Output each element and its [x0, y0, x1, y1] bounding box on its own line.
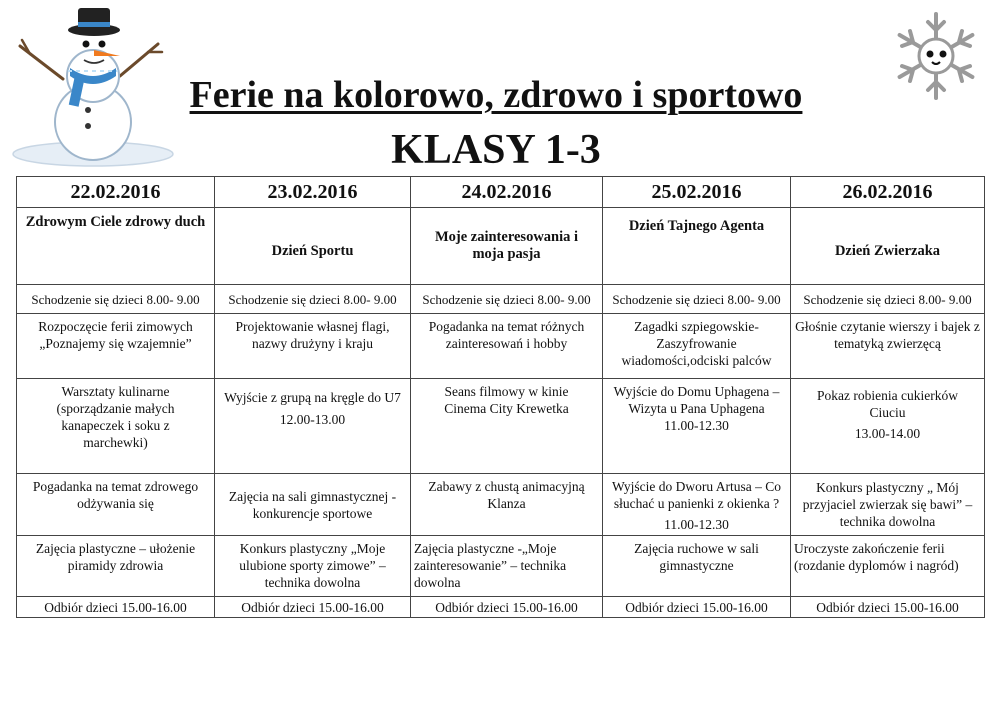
date-cell: 25.02.2016 [603, 177, 791, 208]
themes-row [17, 208, 985, 285]
activity-time: 12.00-13.00 [279, 412, 346, 427]
activity-cell: Zagadki szpiegowskie- Zaszyfrowanie wiadomości,odciski palców [603, 314, 791, 379]
theme-cell: Zdrowym Ciele zdrowy duch [17, 208, 215, 285]
activity-text: Wyjście z grupą na kręgle do U7 [224, 390, 401, 405]
theme-cell: Dzień Sportu [215, 208, 411, 285]
date-cell: 24.02.2016 [411, 177, 603, 208]
activity-time: 11.00-12.30 [664, 517, 729, 532]
activity-cell: Odbiór dzieci 15.00-16.00 [791, 597, 985, 618]
schedule-table [16, 176, 985, 618]
activity-cell: Głośnie czytanie wierszy i bajek z tematyką zwierzęcą [791, 314, 985, 379]
activity-cell: Pogadanka na temat zdrowego odżywania się [17, 474, 215, 536]
activity-cell [215, 379, 411, 474]
activity-cell [603, 379, 791, 474]
activity-cell: Uroczyste zakończenie ferii (rozdanie dyplomów i nagród) [791, 536, 985, 597]
activity-cell: Schodzenie się dzieci 8.00- 9.00 [17, 285, 215, 314]
theme-cell: Dzień Zwierzaka [791, 208, 985, 285]
activity-cell: Zajęcia na sali gimnastycznej - konkurencje sportowe [215, 474, 411, 536]
table-row [17, 474, 985, 536]
date-cell: 26.02.2016 [791, 177, 985, 208]
activity-cell [791, 379, 985, 474]
activity-cell: Zajęcia plastyczne -„Moje zainteresowanie” – technika dowolna [411, 536, 603, 597]
activity-cell [603, 474, 791, 536]
activity-text: Pokaz robienia cukierków Ciuciu [817, 388, 958, 420]
table-row [17, 379, 985, 474]
activity-cell: Zajęcia plastyczne – ułożenie piramidy zdrowia [17, 536, 215, 597]
theme-cell: Dzień Tajnego Agenta [603, 208, 791, 285]
activity-time: 11.00-12.30 [664, 418, 729, 433]
activity-cell: Schodzenie się dzieci 8.00- 9.00 [791, 285, 985, 314]
table-row [17, 597, 985, 618]
activity-cell: Odbiór dzieci 15.00-16.00 [603, 597, 791, 618]
activity-cell: Warsztaty kulinarne (sporządzanie małych kanapeczek i soku z marchewki) [17, 379, 215, 474]
page-subtitle: KLASY 1-3 [391, 127, 601, 173]
activity-cell: Projektowanie własnej flagi, nazwy drużyny i kraju [215, 314, 411, 379]
activity-cell: Zabawy z chustą animacyjną Klanza [411, 474, 603, 536]
activity-cell: Konkurs plastyczny „Moje ulubione sporty zimowe” – technika dowolna [215, 536, 411, 597]
activity-cell: Odbiór dzieci 15.00-16.00 [411, 597, 603, 618]
date-cell: 23.02.2016 [215, 177, 411, 208]
activity-cell: Schodzenie się dzieci 8.00- 9.00 [215, 285, 411, 314]
activity-cell: Pogadanka na temat różnych zainteresowań i hobby [411, 314, 603, 379]
activity-cell: Schodzenie się dzieci 8.00- 9.00 [603, 285, 791, 314]
page-title: Ferie na kolorowo, zdrowo i sportowo [189, 74, 803, 116]
activity-cell: Rozpoczęcie ferii zimowych „Poznajemy się wzajemnie” [17, 314, 215, 379]
activity-cell: Odbiór dzieci 15.00-16.00 [17, 597, 215, 618]
activity-cell: Seans filmowy w kinie Cinema City Krewetka [411, 379, 603, 474]
activity-text: Wyjście do Dworu Artusa – Co słuchać u panienki z okienka ? [611, 479, 782, 511]
theme-cell: Moje zainteresowania i moja pasja [411, 208, 603, 285]
activity-cell: Zajęcia ruchowe w sali gimnastyczne [603, 536, 791, 597]
activity-time: 13.00-14.00 [854, 426, 921, 441]
activity-cell: Konkurs plastyczny „ Mój przyjaciel zwierzak się bawi” – technika dowolna [791, 474, 985, 536]
table-row [17, 536, 985, 597]
activity-cell: Schodzenie się dzieci 8.00- 9.00 [411, 285, 603, 314]
activity-text: Wyjście do Domu Uphagena – Wizyta u Pana Uphagena [613, 384, 780, 416]
date-cell: 22.02.2016 [17, 177, 215, 208]
activity-cell: Odbiór dzieci 15.00-16.00 [215, 597, 411, 618]
table-row [17, 314, 985, 379]
table-row [17, 285, 985, 314]
dates-row [17, 177, 985, 208]
